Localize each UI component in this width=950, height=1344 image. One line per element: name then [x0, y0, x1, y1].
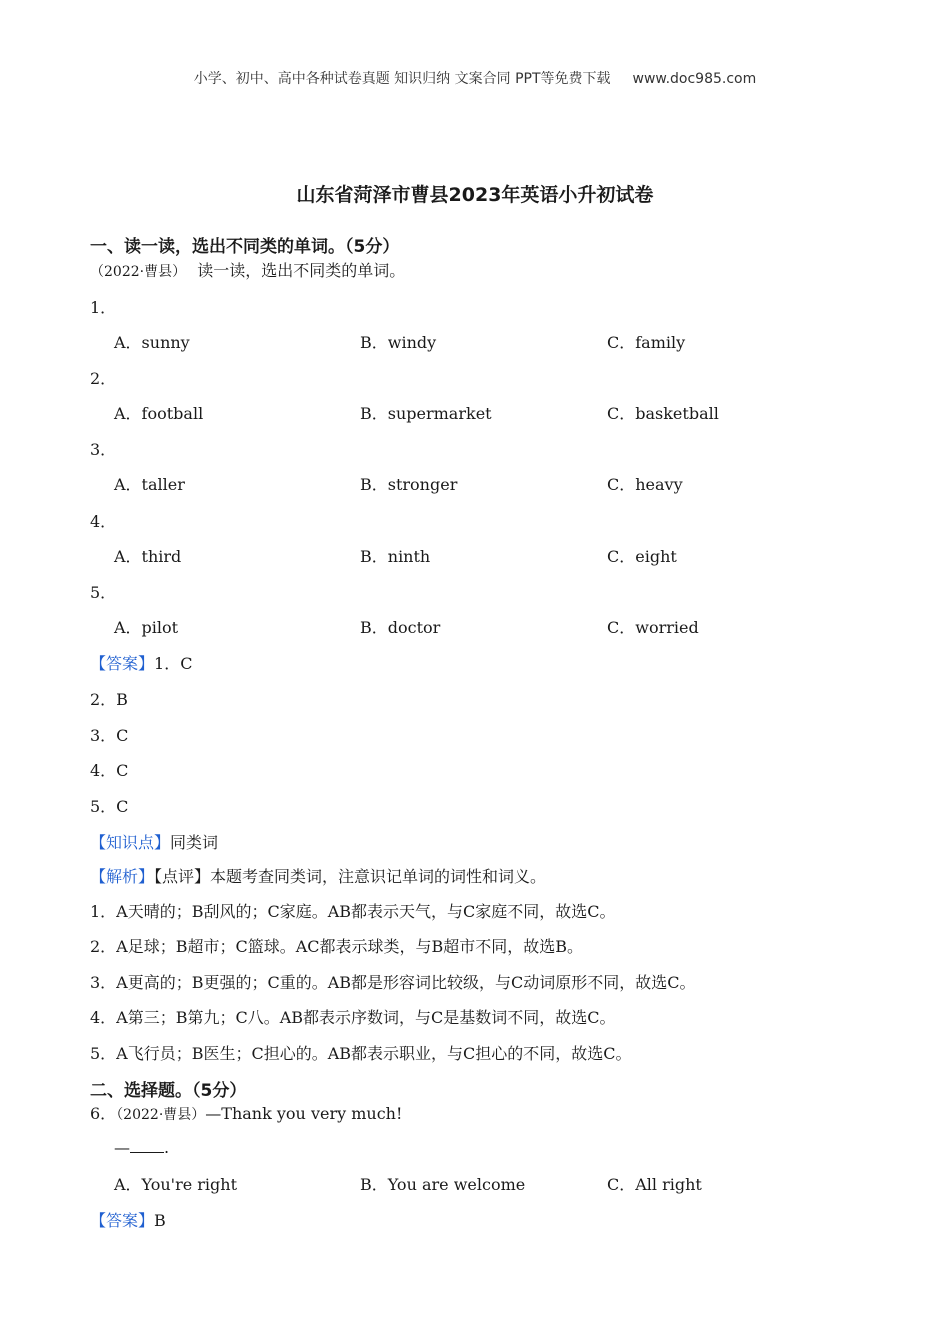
answer-value: 4．C	[90, 761, 129, 780]
option-a: A．football	[114, 404, 204, 423]
answer-value: 3．C	[90, 726, 129, 745]
source-tag: （2022·曹县）	[116, 1107, 206, 1123]
option-c: C．eight	[607, 547, 677, 566]
answer-line	[90, 1208, 166, 1231]
reply-dash: —	[114, 1138, 130, 1157]
answer-line	[90, 651, 192, 674]
question-text: —Thank you very much!	[205, 1104, 403, 1123]
section2-heading: 二、选择题。（5分）	[90, 1081, 247, 1101]
option-c: C．All right	[607, 1175, 702, 1194]
answer-blank	[130, 1138, 164, 1153]
answer-label: 【答案】	[90, 654, 155, 673]
analysis-item: 3．A更高的；B更强的；C重的。AB都是形容词比较级，与C动词原形不同，故选C。	[90, 973, 696, 992]
knowledge-text: 同类词	[170, 833, 219, 852]
question-number: 6．	[90, 1104, 117, 1123]
analysis-item: 1．A天晴的；B刮风的；C家庭。AB都表示天气，与C家庭不同，故选C。	[90, 902, 616, 921]
analysis-intro: 【点评】本题考查同类词，注意识记单词的词性和词义。	[154, 867, 547, 886]
option-c: C．heavy	[607, 475, 683, 494]
reply-end: .	[164, 1138, 170, 1157]
answer-value: 2．B	[90, 690, 128, 709]
option-b: B．windy	[360, 333, 437, 352]
option-b: B．supermarket	[360, 404, 492, 423]
page-title: 山东省菏泽市曹县2023年英语小升初试卷	[296, 184, 654, 206]
reply-blank-line	[114, 1138, 169, 1157]
option-c: C．family	[607, 333, 686, 352]
question-number: 2．	[90, 369, 117, 388]
knowledge-label: 【知识点】	[90, 833, 171, 852]
header-site: www.doc985.com	[632, 71, 757, 87]
option-c: C．basketball	[607, 404, 719, 423]
source-tag: （2022·曹县）	[90, 264, 187, 280]
section1-heading: 一、读一读，选出不同类的单词。（5分）	[90, 237, 400, 257]
instruction-text: 读一读，选出不同类的单词。	[197, 261, 406, 280]
option-b: B．ninth	[360, 547, 431, 566]
question-number: 3．	[90, 440, 117, 459]
answer-value: 1．C	[154, 654, 193, 673]
section1-instruction-line	[90, 258, 405, 281]
option-a: A．sunny	[114, 333, 190, 352]
option-a: A．pilot	[114, 618, 179, 637]
answer-label: 【答案】	[90, 1211, 155, 1230]
analysis-item: 2．A足球；B超市；C篮球。AC都表示球类，与B超市不同，故选B。	[90, 937, 584, 956]
question-number: 4．	[90, 512, 117, 531]
option-b: B．doctor	[360, 618, 441, 637]
answer-value: 5．C	[90, 797, 129, 816]
option-a: A．third	[114, 547, 182, 566]
option-b: B．stronger	[360, 475, 458, 494]
analysis-item: 5．A飞行员；B医生；C担心的。AB都表示职业，与C担心的不同，故选C。	[90, 1044, 632, 1063]
question-number: 5．	[90, 583, 117, 602]
knowledge-line	[90, 830, 218, 853]
option-a: A．You're right	[114, 1175, 238, 1194]
question-number: 1．	[90, 298, 117, 317]
option-b: B．You are welcome	[360, 1175, 526, 1194]
answer-value: B	[154, 1211, 166, 1230]
question-6-line	[90, 1101, 402, 1124]
analysis-label: 【解析】	[90, 867, 155, 886]
analysis-line	[90, 864, 546, 887]
option-a: A．taller	[114, 475, 185, 494]
analysis-item: 4．A第三；B第九；C八。AB都表示序数词，与C是基数词不同，故选C。	[90, 1008, 616, 1027]
page-header	[0, 68, 950, 88]
header-text: 小学、初中、高中各种试卷真题 知识归纳 文案合同 PPT等免费下载	[193, 71, 611, 87]
option-c: C．worried	[607, 618, 699, 637]
